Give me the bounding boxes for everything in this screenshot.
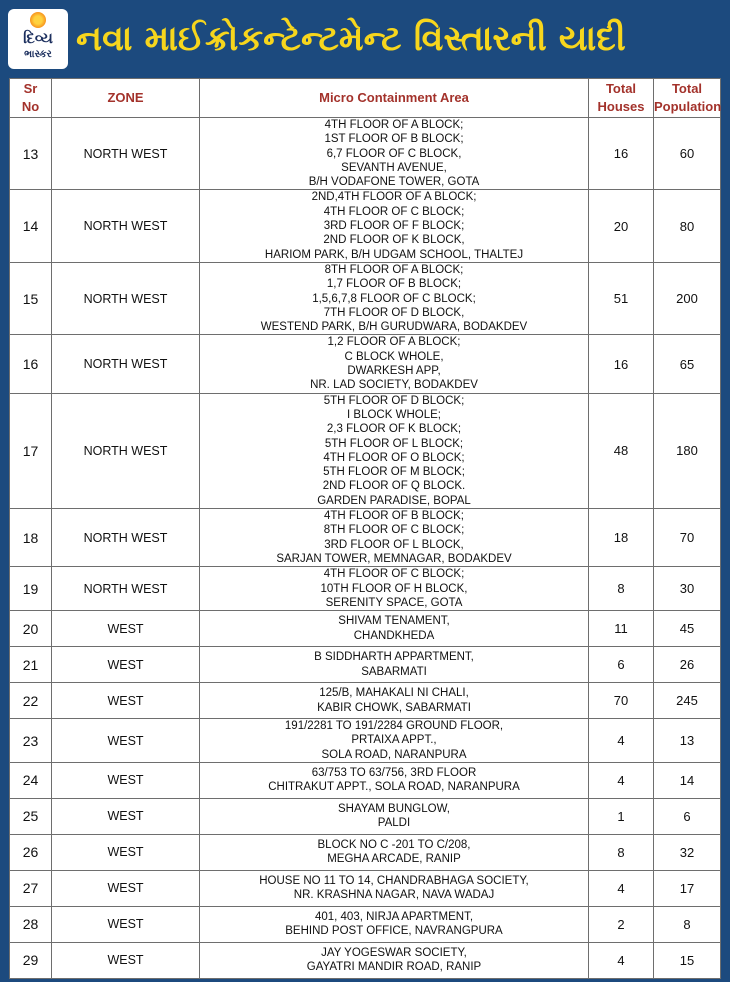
table-row — [10, 190, 721, 262]
page-title: નવા માઈક્રોકન્ટેન્ટમેન્ટ વિસ્તારની યાદી — [76, 19, 626, 59]
total-houses-cell: 16 — [589, 118, 654, 190]
area-cell: 401, 403, NIRJA APARTMENT, BEHIND POST OFFICE, NAVRANGPURA — [200, 906, 589, 942]
sr-cell: 29 — [10, 942, 52, 978]
total-houses-cell: 11 — [589, 611, 654, 647]
logo-text-line1: દિવ્ય — [23, 29, 53, 47]
area-cell: 5TH FLOOR OF D BLOCK; I BLOCK WHOLE; 2,3 FLOOR OF K BLOCK; 5TH FLOOR OF L BLOCK; 4TH FLOOR OF O BLOCK; 5TH FLOOR OF M BLOCK; 2ND FLOOR OF Q BLOCK. GARDEN PARADISE, BOPAL — [200, 393, 589, 508]
table-row — [10, 906, 721, 942]
area-cell: SHAYAM BUNGLOW, PALDI — [200, 798, 589, 834]
zone-cell: WEST — [52, 906, 200, 942]
total-population-cell: 30 — [654, 567, 721, 611]
zone-cell: NORTH WEST — [52, 190, 200, 262]
total-houses-cell: 4 — [589, 719, 654, 763]
total-population-cell: 32 — [654, 834, 721, 870]
area-cell: B SIDDHARTH APPARTMENT, SABARMATI — [200, 647, 589, 683]
sr-cell: 26 — [10, 834, 52, 870]
area-cell: 8TH FLOOR OF A BLOCK; 1,7 FLOOR OF B BLOCK; 1,5,6,7,8 FLOOR OF C BLOCK; 7TH FLOOR OF D BLOCK, WESTEND PARK, B/H GURUDWARA, BODAKDEV — [200, 262, 589, 334]
col-header-houses: Total Houses — [589, 79, 654, 118]
sr-cell: 27 — [10, 870, 52, 906]
total-population-cell: 65 — [654, 335, 721, 393]
area-cell: SHIVAM TENAMENT, CHANDKHEDA — [200, 611, 589, 647]
sr-cell: 17 — [10, 393, 52, 508]
total-population-cell: 6 — [654, 798, 721, 834]
zone-cell: NORTH WEST — [52, 393, 200, 508]
total-houses-cell: 16 — [589, 335, 654, 393]
table-row — [10, 683, 721, 719]
containment-table-container — [9, 78, 720, 979]
total-population-cell: 17 — [654, 870, 721, 906]
zone-cell: WEST — [52, 942, 200, 978]
area-cell: 191/2281 TO 191/2284 GROUND FLOOR, PRTAIXA APPT., SOLA ROAD, NARANPURA — [200, 719, 589, 763]
total-population-cell: 14 — [654, 762, 721, 798]
total-population-cell: 80 — [654, 190, 721, 262]
zone-cell: WEST — [52, 647, 200, 683]
col-header-zone: ZONE — [52, 79, 200, 118]
zone-cell: NORTH WEST — [52, 509, 200, 567]
total-houses-cell: 70 — [589, 683, 654, 719]
total-houses-cell: 4 — [589, 870, 654, 906]
col-header-population: Total Population — [654, 79, 721, 118]
table-row — [10, 834, 721, 870]
total-population-cell: 13 — [654, 719, 721, 763]
total-houses-cell: 2 — [589, 906, 654, 942]
total-population-cell: 245 — [654, 683, 721, 719]
total-population-cell: 60 — [654, 118, 721, 190]
total-population-cell: 45 — [654, 611, 721, 647]
zone-cell: NORTH WEST — [52, 335, 200, 393]
total-houses-cell: 8 — [589, 567, 654, 611]
sun-icon — [30, 12, 46, 28]
containment-table — [9, 78, 721, 979]
area-cell: 1,2 FLOOR OF A BLOCK; C BLOCK WHOLE, DWARKESH APP, NR. LAD SOCIETY, BODAKDEV — [200, 335, 589, 393]
sr-cell: 25 — [10, 798, 52, 834]
area-cell: JAY YOGESWAR SOCIETY, GAYATRI MANDIR ROAD, RANIP — [200, 942, 589, 978]
sr-cell: 21 — [10, 647, 52, 683]
table-row — [10, 567, 721, 611]
area-cell: 4TH FLOOR OF A BLOCK; 1ST FLOOR OF B BLOCK; 6,7 FLOOR OF C BLOCK, SEVANTH AVENUE, B/H VODAFONE TOWER, GOTA — [200, 118, 589, 190]
total-population-cell: 26 — [654, 647, 721, 683]
table-row — [10, 942, 721, 978]
total-population-cell: 200 — [654, 262, 721, 334]
total-houses-cell: 48 — [589, 393, 654, 508]
sr-cell: 19 — [10, 567, 52, 611]
zone-cell: WEST — [52, 719, 200, 763]
table-header-row — [10, 79, 721, 118]
sr-cell: 23 — [10, 719, 52, 763]
total-population-cell: 8 — [654, 906, 721, 942]
area-cell: BLOCK NO C -201 TO C/208, MEGHA ARCADE, RANIP — [200, 834, 589, 870]
table-row — [10, 393, 721, 508]
sr-cell: 14 — [10, 190, 52, 262]
total-houses-cell: 1 — [589, 798, 654, 834]
table-row — [10, 509, 721, 567]
zone-cell: WEST — [52, 834, 200, 870]
total-houses-cell: 6 — [589, 647, 654, 683]
zone-cell: NORTH WEST — [52, 118, 200, 190]
table-row — [10, 611, 721, 647]
zone-cell: WEST — [52, 870, 200, 906]
zone-cell: NORTH WEST — [52, 567, 200, 611]
total-population-cell: 15 — [654, 942, 721, 978]
area-cell: 2ND,4TH FLOOR OF A BLOCK; 4TH FLOOR OF C BLOCK; 3RD FLOOR OF F BLOCK; 2ND FLOOR OF K BLOCK, HARIOM PARK, B/H UDGAM SCHOOL, THALTEJ — [200, 190, 589, 262]
table-row — [10, 870, 721, 906]
total-houses-cell: 4 — [589, 942, 654, 978]
logo-text-line2: ભાસ્કર — [24, 49, 52, 60]
table-row — [10, 335, 721, 393]
zone-cell: WEST — [52, 683, 200, 719]
table-row — [10, 118, 721, 190]
sr-cell: 16 — [10, 335, 52, 393]
zone-cell: WEST — [52, 611, 200, 647]
col-header-area: Micro Containment Area — [200, 79, 589, 118]
total-houses-cell: 51 — [589, 262, 654, 334]
sr-cell: 15 — [10, 262, 52, 334]
divya-bhaskar-logo — [8, 9, 68, 69]
table-row — [10, 798, 721, 834]
total-houses-cell: 20 — [589, 190, 654, 262]
area-cell: 4TH FLOOR OF C BLOCK; 10TH FLOOR OF H BLOCK, SERENITY SPACE, GOTA — [200, 567, 589, 611]
sr-cell: 18 — [10, 509, 52, 567]
col-header-sr: Sr No — [10, 79, 52, 118]
total-houses-cell: 18 — [589, 509, 654, 567]
table-row — [10, 719, 721, 763]
header-banner — [0, 0, 730, 78]
zone-cell: WEST — [52, 762, 200, 798]
area-cell: HOUSE NO 11 TO 14, CHANDRABHAGA SOCIETY, NR. KRASHNA NAGAR, NAVA WADAJ — [200, 870, 589, 906]
table-row — [10, 762, 721, 798]
total-houses-cell: 4 — [589, 762, 654, 798]
area-cell: 125/B, MAHAKALI NI CHALI, KABIR CHOWK, SABARMATI — [200, 683, 589, 719]
area-cell: 63/753 TO 63/756, 3RD FLOOR CHITRAKUT APPT., SOLA ROAD, NARANPURA — [200, 762, 589, 798]
sr-cell: 20 — [10, 611, 52, 647]
sr-cell: 28 — [10, 906, 52, 942]
zone-cell: WEST — [52, 798, 200, 834]
total-population-cell: 180 — [654, 393, 721, 508]
sr-cell: 22 — [10, 683, 52, 719]
zone-cell: NORTH WEST — [52, 262, 200, 334]
sr-cell: 24 — [10, 762, 52, 798]
sr-cell: 13 — [10, 118, 52, 190]
table-row — [10, 647, 721, 683]
area-cell: 4TH FLOOR OF B BLOCK; 8TH FLOOR OF C BLOCK; 3RD FLOOR OF L BLOCK, SARJAN TOWER, MEMNAGAR, BODAKDEV — [200, 509, 589, 567]
table-row — [10, 262, 721, 334]
total-population-cell: 70 — [654, 509, 721, 567]
total-houses-cell: 8 — [589, 834, 654, 870]
